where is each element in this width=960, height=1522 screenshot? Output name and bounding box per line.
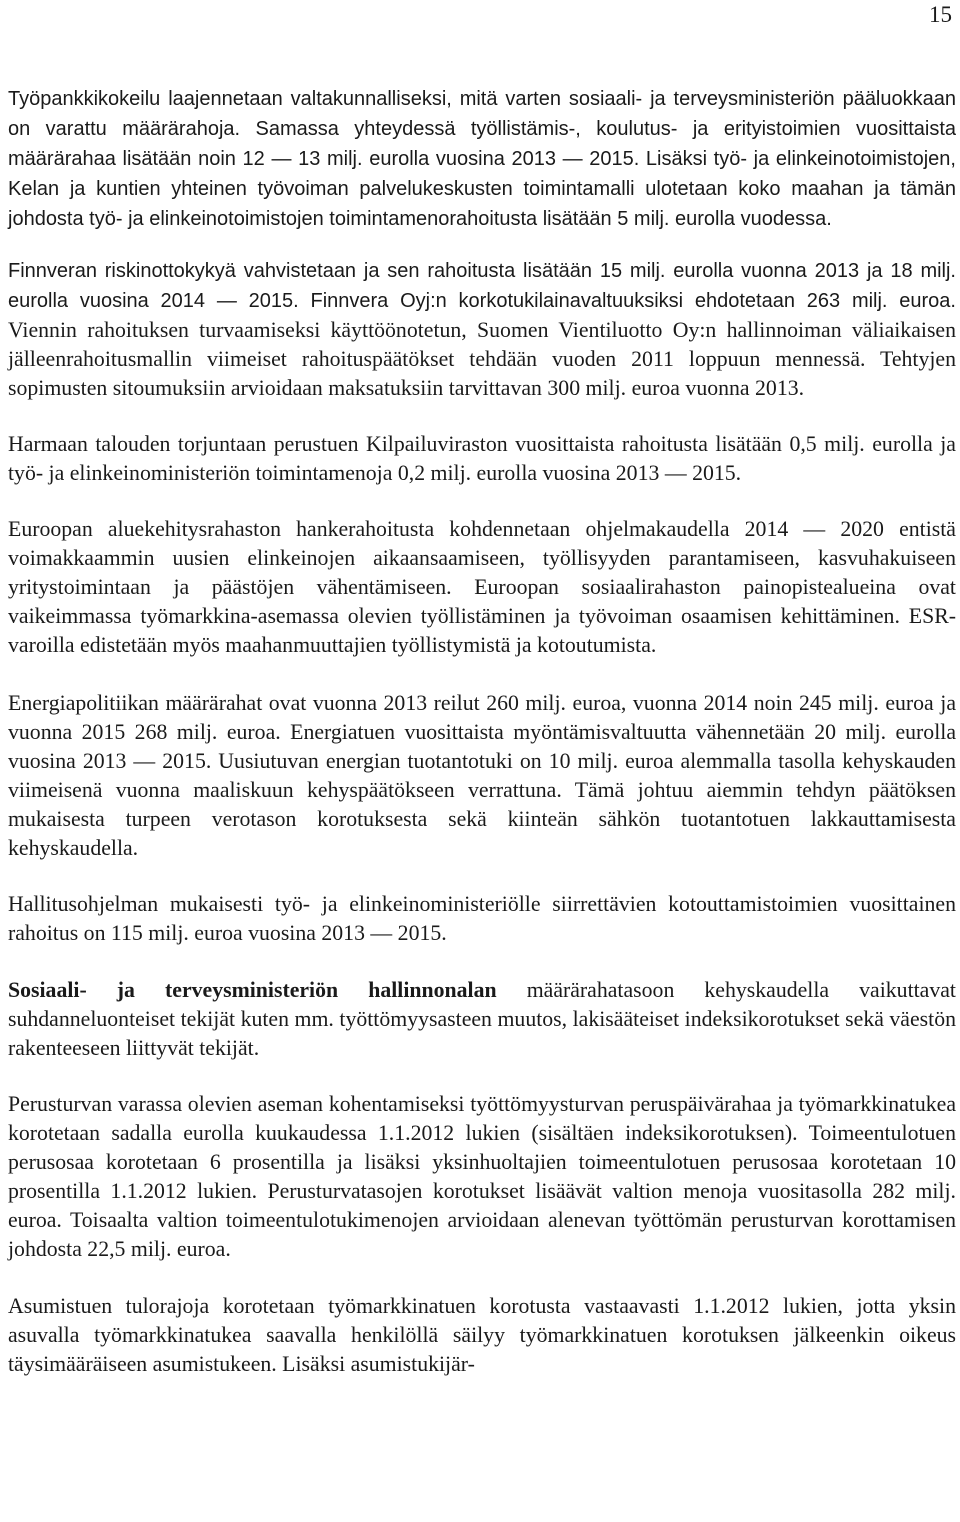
paragraph-eakr: Euroopan aluekehitysrahaston hankerahoitusta kohdennetaan ohjelmakaudella 2014 — 2020 entistä voimakkaammin uusien elinkeinojen aikaansaamiseen, työllisyyden parantamiseen, kasvuhakuiseen yritystoimintaan ja päästöjen vähentämiseen. Euroopan sosiaalirahaston painopistealueina ovat vaikeimmassa työmarkkina-asemassa olevien työllistäminen ja työvoiman osaamisen kehittäminen. ESR-varoilla edistetään myös maahanmuuttajien työllistymistä ja kotoutumista. (8, 517, 956, 657)
section-heading-inline: Sosiaali- ja terveysministeriön hallinnonalan (8, 978, 497, 1002)
paragraph-kotouttaminen: Hallitusohjelman mukaisesti työ- ja elinkeinoministeriölle siirrettävien kotouttamistoimien vuosittainen rahoitus on 115 milj. euroa vuosina 2013 — 2015. (8, 892, 956, 945)
document-body (8, 84, 956, 1405)
paragraph-asumistuki: Asumistuen tulorajoja korotetaan työmarkkinatuen korotusta vastaavasti 1.1.2012 lukien, jotta yksin asuvalla työmarkkinatukea saavalla henkilöllä säilyy työmarkkinatuen korotuksen jälkeenkin oikeus täysimääräiseen asumistukeen. Lisäksi asumistukijär- (8, 1294, 956, 1376)
paragraph-energiapolitiikka: Energiapolitiikan määrärahat ovat vuonna 2013 reilut 260 milj. euroa, vuonna 2014 noin 245 milj. euroa ja vuonna 2015 268 milj. euroa. Energiatuen vuosittaista myöntämisvaltuutta vähennetään 20 milj. eurolla vuosina 2013 — 2015. Uusiutuvan energian tuotantotuki on 10 milj. euroa alemmalla tasolla kehyskauden viimeisenä vuonna maaliskuun kehyspäätökseen verrattuna. Tämä johtuu aiemmin tehdyn päätöksen mukaisesta turpeen verotason korotuksesta sekä kiinteän sähkön tuotantotuen lakkauttamisesta kehyskaudella. (8, 691, 956, 860)
paragraph-text: Finnveran riskinottokykyä vahvistetaan ja sen rahoitusta lisätään 15 milj. eurolla vuonna 2013 ja 18 milj. eurolla vuosina 2014 — 2015. Finnvera Oyj:n korkotukilainavaltuuksiksi ehdotetaan 263 milj. euroa. (8, 260, 956, 312)
paragraph-text: Viennin rahoituksen turvaamiseksi käyttöönotetun, Suomen Vientiluotto Oy:n hallinnoiman väliaikaisen jälleenrahoitusmallin viimeiset rahoituspäätökset tehdään vuoden 2011 loppuun mennessä. Tehtyjen sopimusten sitoumuksiin arvioidaan maksatuksiin tarvittavan 300 milj. euroa vuonna 2013. (8, 318, 956, 400)
paragraph-text: Lisäksi työ- ja elinkeinotoimistojen, Kelan ja kuntien yhteinen työvoiman palvelukeskusten toimintamalli ulotetaan koko maahan ja tämän johdosta työ- ja elinkeinotoimistojen toimintamenorahoitusta lisätään 5 milj. eurolla vuodessa. (8, 148, 956, 230)
paragraph-text: määrärahatasoon kehyskaudella vaikuttavat suhdanneluonteiset tekijät kuten mm. työttömyysasteen muutos, lakisääteiset indeksikorotukset sekä väestön rakenteeseen liittyvät tekijät. (8, 978, 956, 1060)
paragraph-text: Työpankkikokeilu laajennetaan valtakunnalliseksi, mitä varten sosiaali- ja terveysministeriön pääluokkaan on varattu määrärahoja. Samassa yhteydessä työllistämis-, koulutus- ja erityistoimien vuosittaista määrärahaa lisätään noin 12 — 13 milj. eurolla vuosina 2013 — 2015. (8, 88, 956, 170)
paragraph-harmaa-talous: Harmaan talouden torjuntaan perustuen Kilpailuviraston vuosittaista rahoitusta lisätään 0,5 milj. eurolla ja työ- ja elinkeinoministeriön toimintamenoja 0,2 milj. eurolla vuosina 2013 — 2015. (8, 432, 956, 485)
paragraph-tyopankki (8, 84, 956, 234)
paragraph-stm (8, 976, 956, 1063)
page-number: 15 (929, 2, 952, 27)
paragraph-perusturva: Perusturvan varassa olevien aseman kohentamiseksi työttömyysturvan peruspäivärahaa ja työmarkkinatukea korotetaan sadalla eurolla kuukaudessa 1.1.2012 lukien (sisältäen indeksikorotuksen). Toimeentulotuen perusosaa korotetaan 6 prosentilla ja lisäksi yksinhuoltajien toimeentulotuen perusosaa korotetaan 10 prosentilla 1.1.2012 lukien. Perusturvatasojen korotukset lisäävät valtion menoja vuositasolla 282 milj. euroa. Toisaalta valtion toimeentulotukimenojen arvioidaan alenevan työttömän perusturvan korottamisen johdosta 22,5 milj. euroa. (8, 1092, 956, 1261)
paragraph-finnvera (8, 256, 956, 403)
